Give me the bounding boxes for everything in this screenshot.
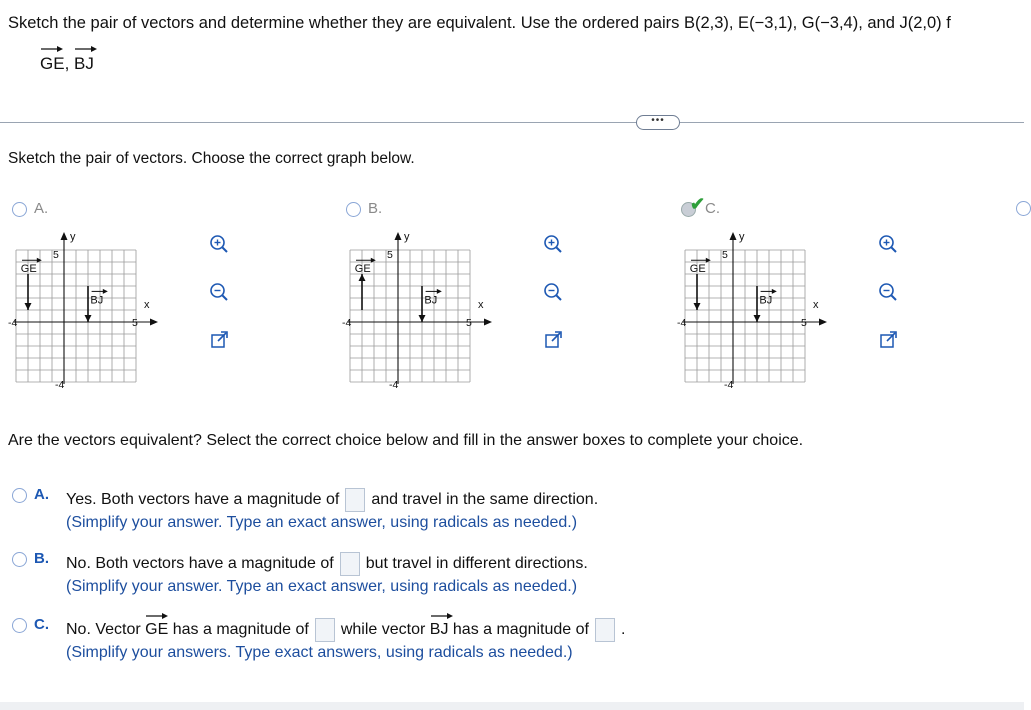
vector-arrow-icon (103, 289, 108, 294)
choice-c-end: . (620, 621, 626, 638)
graph-option-c[interactable] (677, 194, 981, 391)
zoom-in-icon[interactable] (542, 233, 564, 255)
choice-c-mid3: has a magnitude of (452, 621, 589, 638)
choice-c-letter: C. (34, 616, 49, 633)
y-axis-arrow (730, 232, 737, 240)
x-tick-label: -4 (8, 317, 18, 329)
vector-ge-label: GE (40, 54, 65, 74)
choice-b-text (66, 552, 588, 576)
graph-option-b-letter: B. (368, 200, 383, 217)
vector-bj-text: BJ (759, 294, 773, 307)
graph-option-a[interactable] (8, 200, 312, 391)
vector-arrow-icon (437, 289, 442, 294)
vector-bj-text: BJ (90, 294, 104, 307)
choice-c-radio[interactable] (12, 618, 27, 633)
more-button[interactable]: ••• (636, 115, 680, 130)
choice-a-hint: (Simplify your answer. Type an exact answer, using radicals as needed.) (66, 514, 578, 531)
answer-box-a[interactable] (345, 488, 365, 512)
vector-ge-text: GE (689, 263, 706, 276)
y-axis-label: y (404, 231, 410, 243)
y-axis-arrow (61, 232, 68, 240)
choice-b-radio[interactable] (12, 552, 27, 567)
choice-c-hint: (Simplify your answers. Type exact answers, using radicals as needed.) (66, 644, 573, 661)
zoom-out-icon[interactable] (542, 281, 564, 303)
x-tick-label: -4 (342, 317, 352, 329)
vector-bj-head (754, 315, 761, 322)
choice-b-hint: (Simplify your answer. Type an exact answer, using radicals as needed.) (66, 578, 578, 595)
graph-option-b-radio[interactable] (346, 202, 361, 217)
choice-a-post: and travel in the same direction. (371, 491, 599, 508)
zoom-in-icon[interactable] (208, 233, 230, 255)
graph-option-d-radio[interactable] (1016, 201, 1031, 216)
y-axis-label: y (739, 231, 745, 243)
answer-box-b[interactable] (340, 552, 360, 576)
vector-ge-text: GE (20, 263, 37, 276)
popout-icon[interactable] (877, 329, 899, 351)
answer-box-c1[interactable] (315, 618, 335, 642)
zoom-in-icon[interactable] (877, 233, 899, 255)
x-tick-label: 5 (466, 317, 472, 329)
choice-a-letter: A. (34, 486, 49, 503)
x-tick-label: -4 (677, 317, 687, 329)
choice-c-text (66, 618, 625, 642)
x-axis-arrow (819, 319, 827, 326)
vector-bj-head (419, 315, 426, 322)
x-axis-arrow (150, 319, 158, 326)
y-tick-label: -4 (724, 379, 734, 391)
y-tick-label: -4 (55, 379, 65, 391)
y-tick-label: 5 (722, 249, 728, 261)
choice-b-post: but travel in different directions. (365, 555, 588, 572)
x-axis-label: x (813, 299, 819, 311)
popout-icon[interactable] (208, 329, 230, 351)
zoom-out-icon[interactable] (877, 281, 899, 303)
graph-option-a-radio[interactable] (12, 202, 27, 217)
graph-option-c-letter: C. (705, 200, 720, 217)
y-axis-arrow (395, 232, 402, 240)
vector-arrow-icon (40, 45, 64, 53)
choice-b-pre: No. Both vectors have a magnitude of (66, 555, 334, 572)
vector-arrow-icon (430, 612, 454, 620)
graph-b (342, 226, 516, 391)
choice-a-pre: Yes. Both vectors have a magnitude of (66, 491, 340, 508)
question-text: Sketch the pair of vectors and determine whether they are equivalent. Use the ordered pairs B(2,3), E(−3,1), G(−3,4), and J(2,0) f (8, 14, 951, 32)
choice-a-text (66, 488, 598, 512)
y-tick-label: -4 (389, 379, 399, 391)
pair-separator: , (64, 54, 75, 73)
y-tick-label: 5 (387, 249, 393, 261)
graph-c (677, 226, 851, 391)
bottom-bar (0, 702, 1024, 710)
graph-a (8, 226, 182, 391)
choice-b-letter: B. (34, 550, 49, 567)
graph-option-a-letter: A. (34, 200, 49, 217)
correct-check-icon: ✔ (690, 194, 706, 214)
vector-bj-label: BJ (74, 54, 94, 74)
vector-arrow-icon (145, 612, 169, 620)
vector-arrow-icon (772, 289, 777, 294)
vector-ge-label: GE (145, 621, 168, 639)
popout-icon[interactable] (542, 329, 564, 351)
x-tick-label: 5 (132, 317, 138, 329)
vector-ge-head (694, 303, 701, 310)
y-axis-label: y (70, 231, 76, 243)
x-axis-arrow (484, 319, 492, 326)
answer-box-c2[interactable] (595, 618, 615, 642)
x-tick-label: 5 (801, 317, 807, 329)
vector-arrow-icon (74, 45, 98, 53)
equivalence-instruction: Are the vectors equivalent? Select the correct choice below and fill in the answer boxes to complete your choice. (8, 432, 804, 449)
choice-c-pre: No. Vector (66, 621, 141, 638)
vector-ge-text: GE (354, 263, 371, 276)
vector-ge-head (25, 303, 32, 310)
zoom-out-icon[interactable] (208, 281, 230, 303)
sketch-instruction: Sketch the pair of vectors. Choose the correct graph below. (8, 150, 415, 167)
x-axis-label: x (478, 299, 484, 311)
vector-bj-text: BJ (424, 294, 438, 307)
vector-bj-head (85, 315, 92, 322)
section-divider (0, 122, 1024, 123)
vector-bj-label: BJ (430, 621, 449, 639)
choice-c-mid2: while vector (340, 621, 426, 638)
x-axis-label: x (144, 299, 150, 311)
y-tick-label: 5 (53, 249, 59, 261)
choice-a-radio[interactable] (12, 488, 27, 503)
vector-pair (40, 54, 94, 74)
choice-c-mid1: has a magnitude of (172, 621, 309, 638)
graph-option-b[interactable] (342, 200, 646, 391)
